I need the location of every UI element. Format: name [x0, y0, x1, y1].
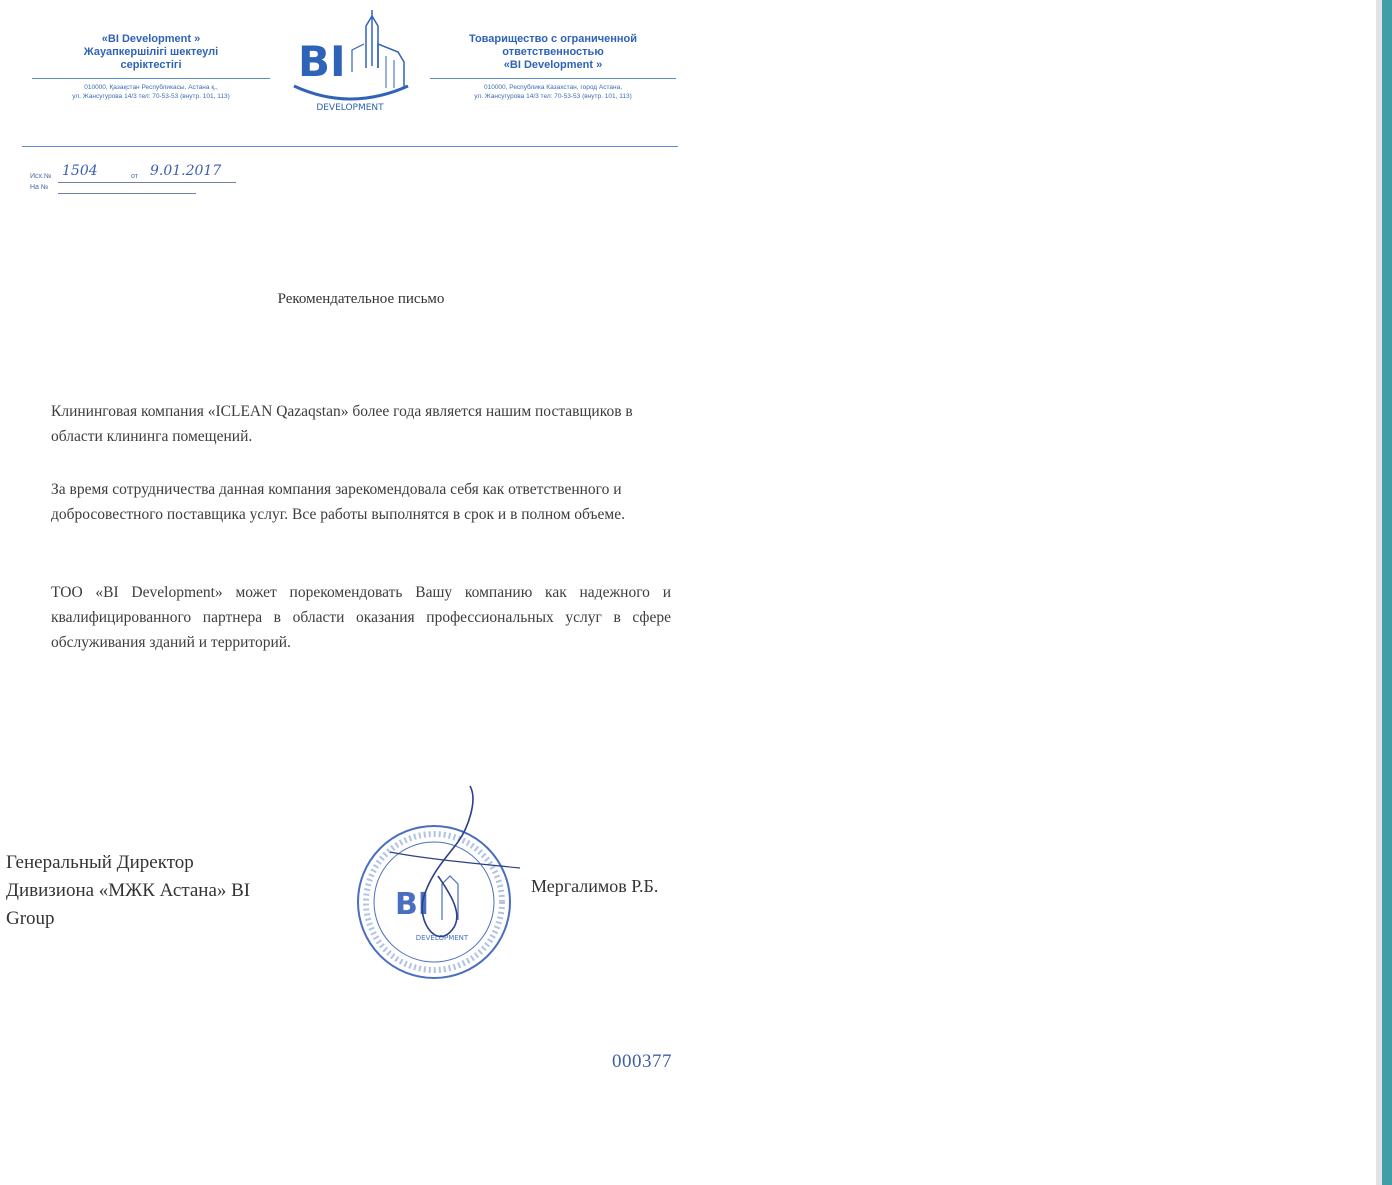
letterhead-right — [430, 33, 676, 101]
in-number-underline — [58, 193, 196, 194]
in-number-label: На № — [30, 184, 49, 191]
letter-paragraph-3: ТОО «BI Development» может порекомендовать Вашу компанию как надежного и квалифицированного партнера в области оказания профессиональных услуг в сфере обслуживания зданий и территорий. — [51, 584, 671, 651]
company-seal-stamp — [350, 780, 530, 990]
signatory-position — [6, 849, 306, 933]
letterhead-left — [32, 33, 270, 101]
letterhead-left-title-3: серіктестігі — [120, 59, 182, 71]
right-accent-bar — [1382, 0, 1392, 1185]
signatory-position-line-2: Дивизиона «МЖК Астана» BI — [6, 880, 251, 901]
date-value: 9.01.2017 — [150, 163, 222, 179]
stamp-caption: DEVELOPMENT — [415, 934, 469, 942]
letterhead-left-title-2: Жауапкершілігі шектеулі — [83, 46, 219, 58]
out-number-label: Исх.№ — [30, 173, 52, 180]
letterhead-right-address-2: ул. Жансугурова 14/3 тел: 70-53-53 (внутр. 101, 113) — [474, 93, 632, 100]
logo-caption: DEVELOPMENT — [316, 103, 384, 113]
letter-paragraph-1: Клининговая компания «ICLEAN Qazaqstan» более года является нашим поставщиков в области клининга помещений. — [51, 403, 633, 445]
logo-mark: BI — [298, 37, 346, 86]
letter-paragraph-2: За время сотрудничества данная компания зарекомендовала себя как ответственного и добросовестного поставщика услуг. Все работы выполнятся в срок и в полном объеме. — [51, 481, 625, 523]
letterhead-right-title-3: «BI Development » — [503, 59, 603, 71]
letterhead-left-title-1: «BI Development » — [101, 33, 201, 45]
signatory-position-line-3: Group — [6, 908, 55, 929]
letterhead-right-title-1: Товарищество с ограниченной — [468, 33, 638, 45]
signatory-name: Мергалимов Р.Б. — [531, 876, 659, 896]
letterhead-left-divider — [32, 78, 270, 79]
letterhead-right-title-2: ответственностью — [502, 46, 604, 58]
stamp-center-mark: BI — [394, 887, 430, 922]
bi-development-logo — [286, 8, 414, 120]
letter-title: Рекомендательное письмо — [277, 291, 445, 307]
letterhead-rule — [22, 146, 678, 147]
letterhead-right-address-1: 010000, Республика Казахстан, город Астана, — [483, 84, 623, 91]
out-number-value: 1504 — [62, 163, 98, 179]
letterhead-left-address-2: ул. Жансугурова 14/3 тел: 70-53-53 (внутр. 101, 113) — [72, 93, 230, 100]
letterhead-right-divider — [430, 78, 676, 79]
letterhead-left-address-1: 010000, Қазақстан Республикасы, Астана қ., — [84, 84, 218, 91]
date-label: от — [131, 173, 138, 180]
document-serial-number: 000377 — [612, 1051, 672, 1072]
out-number-underline — [58, 182, 236, 183]
signatory-position-line-1: Генеральный Директор — [6, 852, 194, 873]
